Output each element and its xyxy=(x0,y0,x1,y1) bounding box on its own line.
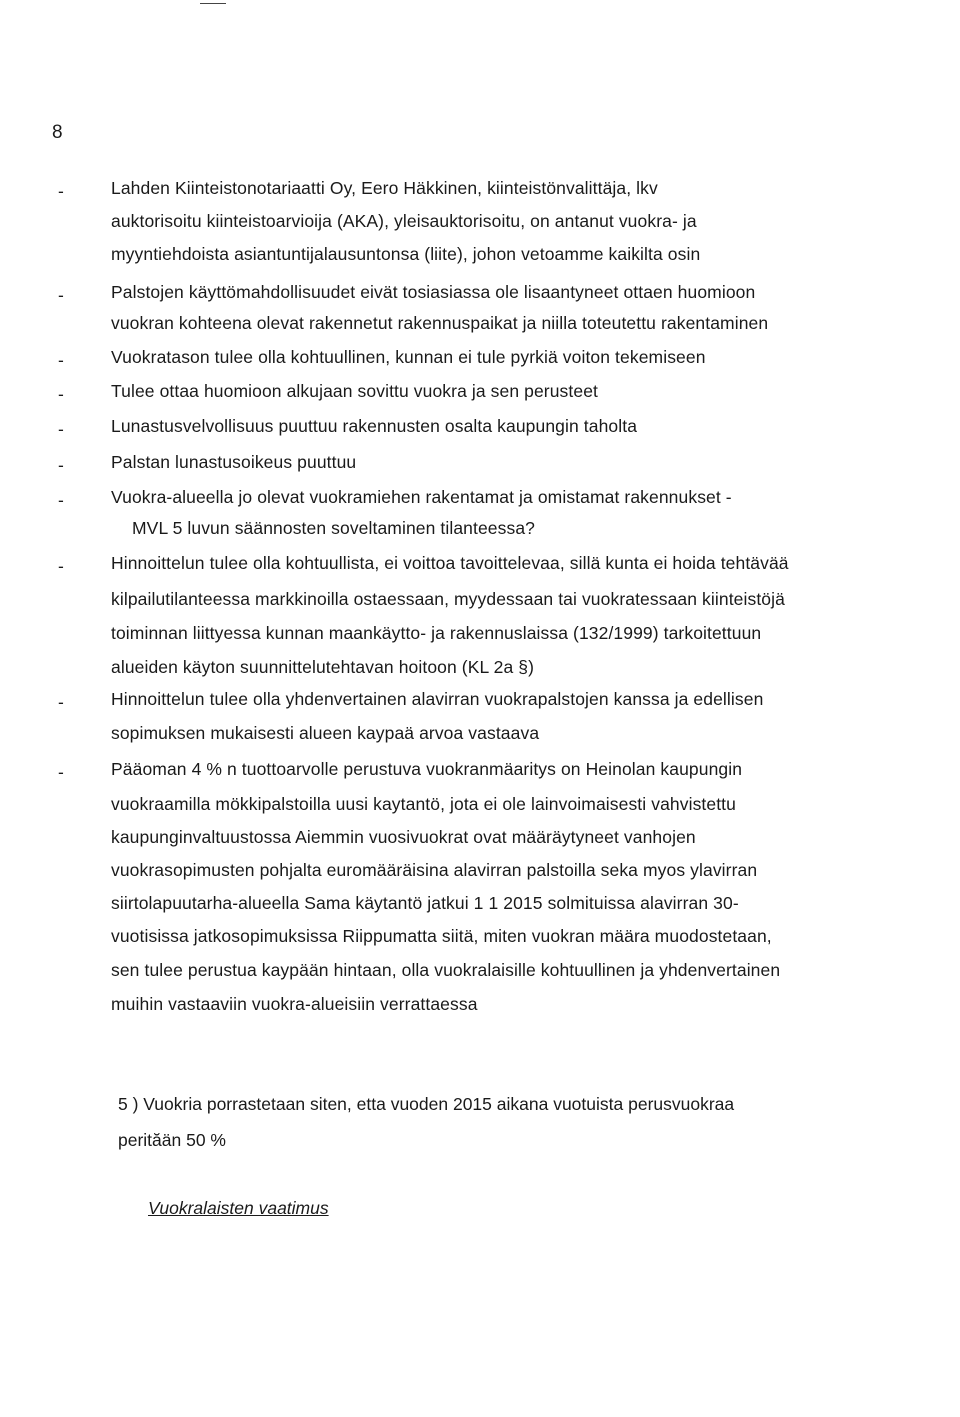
bullet-1-line-3: myyntiehdoista asiantuntijalausuntonsa (liite), johon vetoamme kaikilta osin xyxy=(111,244,701,264)
bullet-4-line-1: Tulee ottaa huomioon alkujaan sovittu vuokra ja sen perusteet xyxy=(111,381,598,401)
top-rule xyxy=(200,3,226,4)
bullet-9-line-2: sopimuksen mukaisesti alueen kaypaä arvoa vastaava xyxy=(111,723,540,743)
bullet-7-line-2: MVL 5 luvun säännosten soveltaminen tilanteessa? xyxy=(132,518,536,538)
bullet-9-line-1: Hinnoittelun tulee olla yhdenvertainen alavirran vuokrapalstojen kanssa ja edellisen xyxy=(111,689,764,709)
bullet-dash: - xyxy=(58,419,64,439)
bullet-8-line-4: alueiden käyton suunnittelutehtavan hoitoon (KL 2a §) xyxy=(111,657,535,677)
bullet-10-line-5: siirtolapuutarha-alueella Sama käytantö jatkui 1 1 2015 solmituissa alavirran 30- xyxy=(111,893,739,913)
bullet-10-line-4: vuokrasopimusten pohjalta euromääräisina alavirran palstoilla seka myos ylavirran xyxy=(111,860,758,880)
page-number: 8 xyxy=(52,122,63,143)
bullet-10-line-1: Pääoman 4 % n tuottoarvolle perustuva vuokranmäaritys on Heinolan kaupungin xyxy=(111,759,743,779)
bullet-7-line-1: Vuokra-alueella jo olevat vuokramiehen rakentamat ja omistamat rakennukset - xyxy=(111,487,732,507)
bullet-dash: - xyxy=(58,384,64,404)
bullet-2-line-2: vuokran kohteena olevat rakennetut rakennuspaikat ja niilla toteutettu rakentaminen xyxy=(111,313,769,333)
bullet-5-line-1: Lunastusvelvollisuus puuttuu rakennusten osalta kaupungin taholta xyxy=(111,416,638,436)
bullet-10-line-3: kaupunginvaltuustossa Aiemmin vuosivuokrat ovat määräytyneet vanhojen xyxy=(111,827,696,847)
bullet-dash: - xyxy=(58,762,64,782)
bullet-dash: - xyxy=(58,285,64,305)
bullet-10-line-7: sen tulee perustua kaypään hintaan, olla vuokralaisille kohtuullinen ja yhdenvertainen xyxy=(111,960,781,980)
section-5-line-2: perităän 50 % xyxy=(118,1130,226,1150)
bullet-8-line-3: toiminnan liittyessa kunnan maankäytto- ja rakennuslaissa (132/1999) tarkoitettuun xyxy=(111,623,762,643)
bullet-dash: - xyxy=(58,350,64,370)
section-5-line-1: 5 ) Vuokria porrastetaan siten, etta vuoden 2015 aikana vuotuista perusvuokraa xyxy=(118,1094,735,1114)
bullet-10-line-8: muihin vastaaviin vuokra-alueisiin verrattaessa xyxy=(111,994,478,1014)
bullet-8-line-2: kilpailutilanteessa markkinoilla ostaessaan, myydessaan tai vuokratessaan kiinteistöjä xyxy=(111,589,785,609)
bullet-dash: - xyxy=(58,692,64,712)
bullet-1-line-1: Lahden Kiinteistonotariaatti Oy, Eero Häkkinen, kiinteistönvalittäja, lkv xyxy=(111,178,658,198)
bullet-dash: - xyxy=(58,556,64,576)
bullet-10-line-6: vuotisissa jatkosopimuksissa Riippumatta siitä, miten vuokran määra muodostetaan, xyxy=(111,926,772,946)
bullet-1-line-2: auktorisoitu kiinteistoarvioija (AKA), yleisauktorisoitu, on antanut vuokra- ja xyxy=(111,211,697,231)
bullet-2-line-1: Palstojen käyttömahdollisuudet eivät tosiasiassa ole lisaantyneet ottaen huomioon xyxy=(111,282,756,302)
bullet-3-line-1: Vuokratason tulee olla kohtuullinen, kunnan ei tule pyrkiä voiton tekemiseen xyxy=(111,347,706,367)
bullet-10-line-2: vuokraamilla mökkipalstoilla uusi kaytantö, jota ei ole lainvoimaisesti vahvistettu xyxy=(111,794,736,814)
bullet-8-line-1: Hinnoittelun tulee olla kohtuullista, ei voittoa tavoittelevaa, sillä kunta ei hoida tehtävää xyxy=(111,553,789,573)
bullet-dash: - xyxy=(58,490,64,510)
bullet-dash: - xyxy=(58,455,64,475)
bullet-6-line-1: Palstan lunastusoikeus puuttuu xyxy=(111,452,357,472)
subheading-tenant-demands: Vuokralaisten vaatimus xyxy=(148,1198,329,1218)
bullet-dash: - xyxy=(58,181,64,201)
